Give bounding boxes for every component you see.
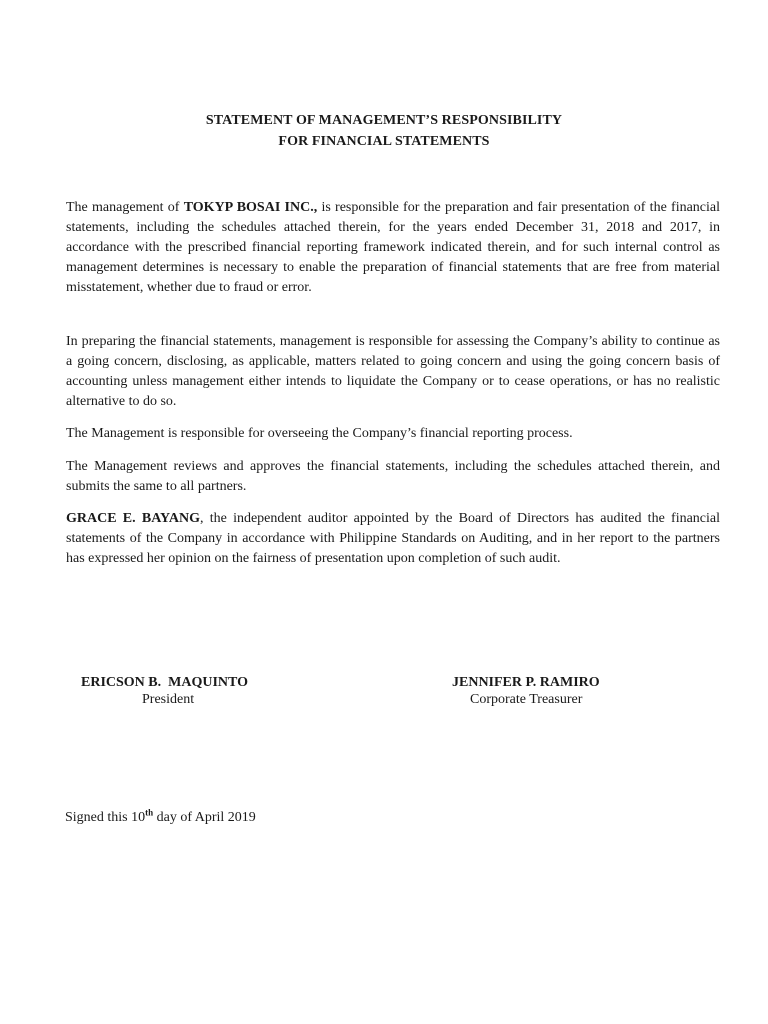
signed-post: day of April 2019	[153, 810, 256, 825]
paragraph-oversight	[66, 424, 720, 444]
paragraph-auditor	[66, 509, 720, 569]
document-title-line2: FOR FINANCIAL STATEMENTS	[278, 134, 490, 149]
signed-pre: Signed this 10	[65, 810, 146, 825]
company-name: TOKYP BOSAI INC.,	[183, 200, 318, 215]
paragraph4-text: The Management reviews and approves the financial statements, including the schedules attached therein, and submits the same to all partners.	[66, 459, 720, 494]
signed-ordinal-suffix: th	[145, 807, 154, 818]
paragraph2-text: In preparing the financial statements, management is responsible for assessing the Company’s ability to continue as a going concern, disclosing, as applicable, matters related to going concern and using the going concern basis of accounting unless management either intends to liquidate the Company or to cease operations, or has no realistic alternative to do so.	[66, 334, 720, 409]
auditor-name: GRACE E. BAYANG	[66, 511, 200, 526]
paragraph1-post: is responsible for the preparation and fair presentation of the financial statements, including the schedules attached therein, for the years ended December 31, 2018 and 2017, in accordance with the prescribed financial reporting framework indicated therein, and for such internal control as management determines is necessary to enable the preparation of financial statements that are free from material misstatement, whether due to fraud or error.	[66, 200, 721, 295]
paragraph-responsibility	[66, 198, 720, 298]
signatory-name-president: ERICSON B. MAQUINTO	[81, 675, 248, 690]
document-title-line1: STATEMENT OF MANAGEMENT’S RESPONSIBILITY	[205, 113, 563, 128]
signatory-name-treasurer: JENNIFER P. RAMIRO	[452, 675, 600, 690]
signatory-title-president: President	[142, 692, 195, 707]
paragraph-review	[66, 457, 720, 497]
paragraph5-post: , the independent auditor appointed by the Board of Directors has audited the financial statements of the Company in accordance with Philippine Standards on Auditing, and in her report to the partners has expressed her opinion on the fairness of presentation upon completion of such audit.	[66, 511, 721, 566]
paragraph-going-concern	[66, 332, 720, 412]
signed-date-line	[65, 807, 256, 826]
paragraph3-text: The Management is responsible for overseeing the Company’s financial reporting process.	[66, 426, 573, 441]
paragraph1-pre: The management of	[66, 200, 184, 215]
signatory-title-treasurer: Corporate Treasurer	[470, 692, 583, 707]
